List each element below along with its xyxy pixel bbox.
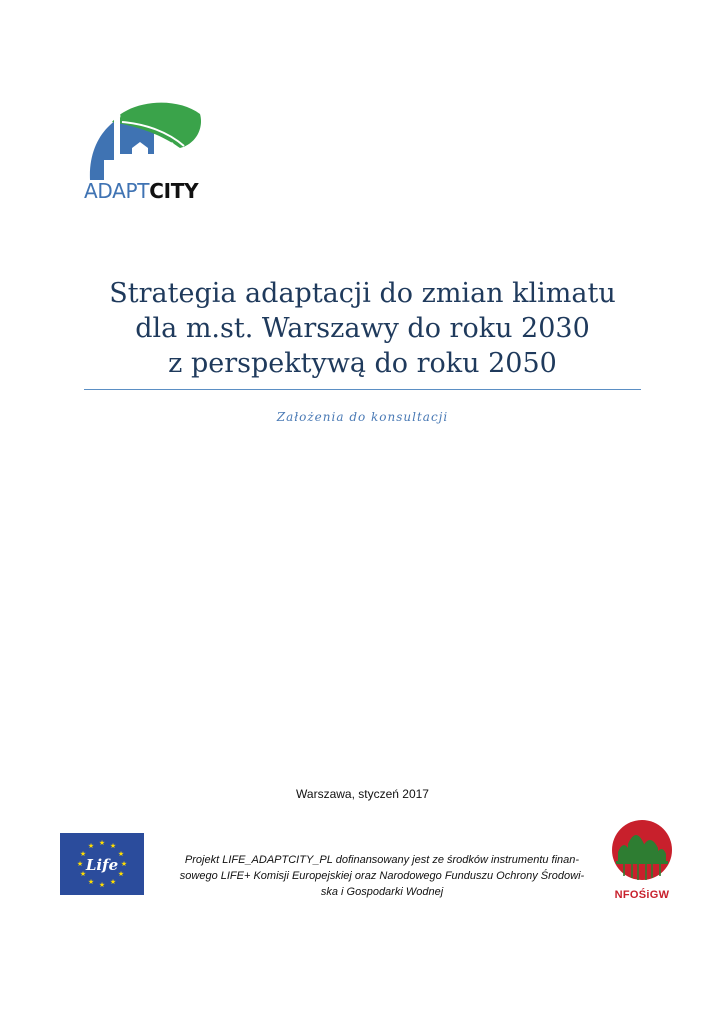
funding-line: Projekt LIFE_ADAPTCITY_PL dofinansowany jest ze środków instrumentu finan- [184, 854, 580, 866]
svg-text:★: ★ [109, 878, 117, 886]
document-subtitle: Założenia do konsultacji [276, 410, 449, 424]
title-line-3: z perspektywą do roku 2050 [168, 348, 557, 379]
document-title [84, 276, 641, 381]
logo-wordmark [84, 179, 198, 203]
nfosigw-logo-icon [610, 818, 674, 888]
title-line-2: dla m.st. Warszawy do roku 2030 [135, 313, 590, 344]
warsaw-skyline-leaf-icon [84, 98, 210, 180]
svg-text:★: ★ [87, 842, 95, 850]
adaptcity-logo [84, 98, 210, 204]
funding-line: ska i Gospodarki Wodnej [320, 886, 444, 898]
svg-text:★: ★ [98, 881, 106, 889]
place-and-date: Warszawa, styczeń 2017 [296, 787, 429, 801]
logo-word-city: CITY [149, 179, 199, 203]
funding-statement [158, 852, 606, 900]
svg-text:★: ★ [79, 870, 87, 878]
title-line-1: Strategia adaptacji do zmian klimatu [109, 278, 616, 309]
svg-text:★: ★ [120, 860, 128, 868]
title-divider [84, 389, 641, 390]
eu-life-flag-icon [60, 833, 144, 895]
nfosigw-label: NFOŚiGW [614, 889, 670, 901]
svg-text:★: ★ [109, 842, 117, 850]
svg-text:★: ★ [98, 839, 106, 847]
funding-line: sowego LIFE+ Komisji Europejskiej oraz Narodowego Funduszu Ochrony Środowi- [179, 870, 585, 882]
eu-life-logo [60, 833, 144, 895]
svg-text:★: ★ [79, 850, 87, 858]
logo-word-adapt: ADAPT [84, 179, 150, 203]
nfosigw-logo [610, 818, 674, 904]
eu-life-text: Life [85, 856, 119, 874]
svg-text:★: ★ [117, 850, 125, 858]
svg-text:★: ★ [117, 870, 125, 878]
svg-text:★: ★ [87, 878, 95, 886]
svg-text:★: ★ [76, 860, 84, 868]
